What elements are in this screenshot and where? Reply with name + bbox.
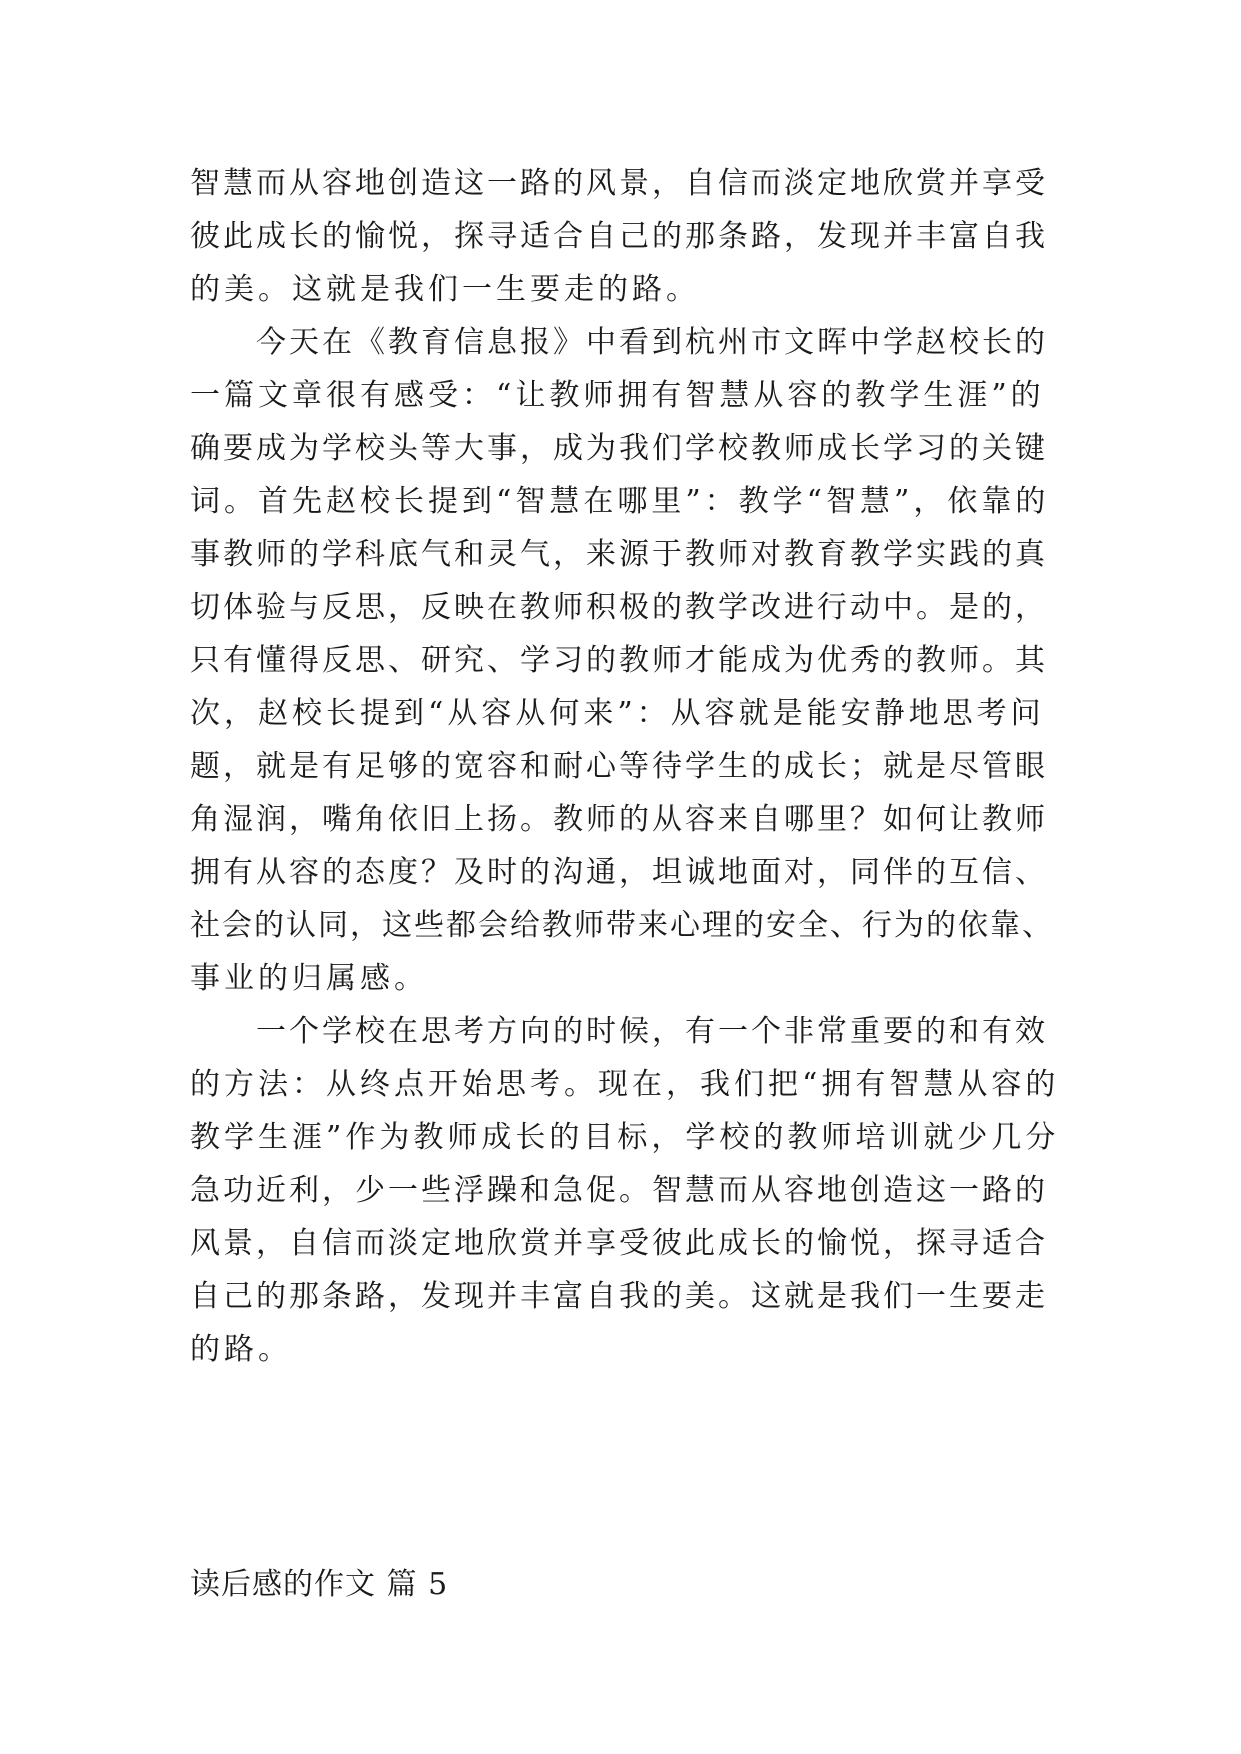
text-line: 一篇文章很有感受：“让教师拥有智慧从容的教学生涯”的	[190, 378, 1045, 413]
text-line: 教学生涯”作为教师成长的目标，学校的教师培训就少几分	[190, 1120, 1060, 1155]
text-line: 今天在《教育信息报》中看到杭州市文晖中学赵校长的	[190, 325, 1048, 360]
text-line: 一个学校在思考方向的时候，有一个非常重要的和有效	[190, 1014, 1048, 1049]
text-line: 拥有从容的态度？及时的沟通，坦诚地面对，同伴的互信、	[190, 855, 1048, 890]
text-line: 角湿润，嘴角依旧上扬。教师的从容来自哪里？如何让教师	[190, 802, 1048, 837]
text-line: 次，赵校长提到“从容从何来”：从容就是能安静地思考问	[190, 696, 1045, 731]
text-line: 题，就是有足够的宽容和耐心等待学生的成长；就是尽管眼	[190, 749, 1048, 784]
article-body	[190, 157, 1060, 1376]
text-line: 切体验与反思，反映在教师积极的教学改进行动中。是的，	[190, 590, 1048, 625]
text-line: 事业的归属感。	[190, 961, 428, 996]
text-line: 风景，自信而淡定地欣赏并享受彼此成长的愉悦，探寻适合	[190, 1226, 1048, 1261]
text-line: 的方法：从终点开始思考。现在，我们把“拥有智慧从容的	[190, 1067, 1060, 1102]
text-line: 智慧而从容地创造这一路的风景，自信而淡定地欣赏并享受	[190, 166, 1048, 201]
text-line: 只有懂得反思、研究、学习的教师才能成为优秀的教师。其	[190, 643, 1048, 678]
text-line: 的路。	[190, 1332, 292, 1367]
text-line: 的美。这就是我们一生要走的路。	[190, 272, 700, 307]
section-heading: 读后感的作文 篇 5	[190, 1567, 449, 1602]
paragraph-2	[190, 316, 1060, 1005]
text-line: 自己的那条路，发现并丰富自我的美。这就是我们一生要走	[190, 1279, 1048, 1314]
text-line: 确要成为学校头等大事，成为我们学校教师成长学习的关键	[190, 431, 1048, 466]
paragraph-1	[190, 157, 1060, 316]
paragraph-3	[190, 1005, 1060, 1376]
text-line: 词。首先赵校长提到“智慧在哪里”：教学“智慧”，依靠的	[190, 484, 1050, 519]
text-line: 急功近利，少一些浮躁和急促。智慧而从容地创造这一路的	[190, 1173, 1048, 1208]
text-line: 社会的认同，这些都会给教师带来心理的安全、行为的依靠、	[190, 908, 1054, 943]
text-line: 事教师的学科底气和灵气，来源于教师对教育教学实践的真	[190, 537, 1048, 572]
text-line: 彼此成长的愉悦，探寻适合自己的那条路，发现并丰富自我	[190, 219, 1048, 254]
